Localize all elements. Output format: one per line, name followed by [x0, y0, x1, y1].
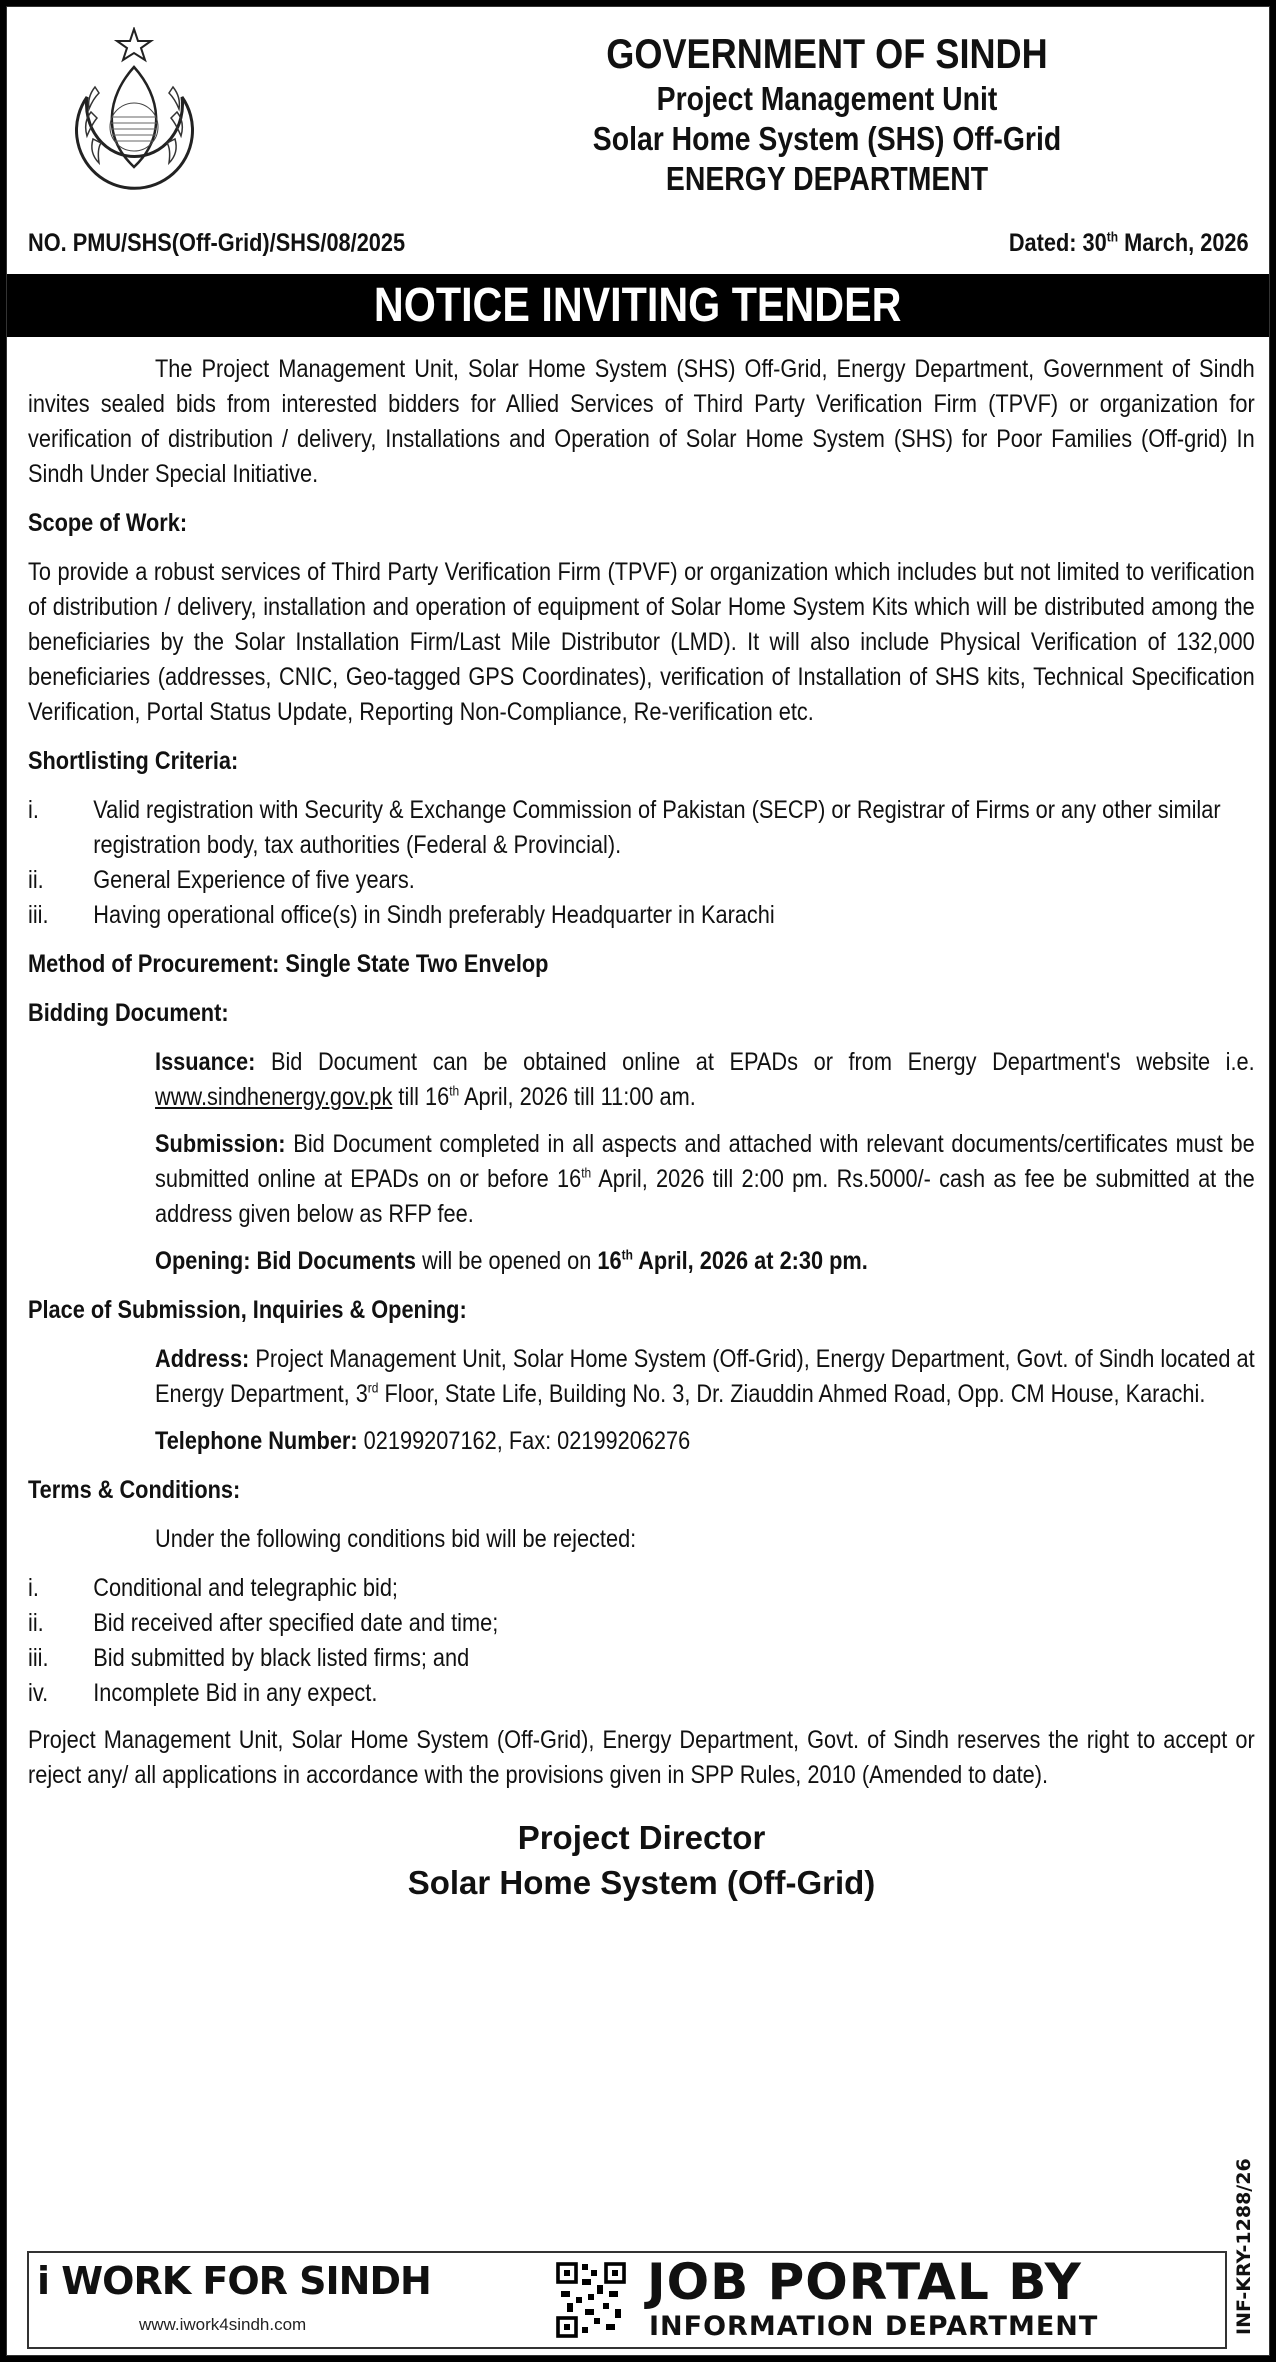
- item-text: Conditional and telegraphic bid;: [93, 1574, 398, 1602]
- portal-url[interactable]: www.iwork4sindh.com: [139, 2315, 307, 2334]
- list-item: [28, 793, 1255, 863]
- list-item: [28, 898, 1255, 933]
- submission-label: Submission:: [155, 1130, 286, 1158]
- shortlisting-heading: Shortlisting Criteria:: [28, 747, 239, 775]
- item-number: iii.: [28, 1644, 49, 1672]
- brand-text: WORK FOR SINDH: [61, 2259, 431, 2303]
- terms-intro: Under the following conditions bid will be rejected:: [155, 1525, 637, 1553]
- reference-number: NO. PMU/SHS(Off-Grid)/SHS/08/2025: [28, 229, 406, 257]
- phone-paragraph: [28, 1424, 1255, 1459]
- item-number: ii.: [28, 1609, 44, 1637]
- list-item: [28, 1571, 1256, 1606]
- closing-paragraph: Project Management Unit, Solar Home System (Off-Grid), Energy Department, Govt. of Sindh reserves the right to accept or reject any/ all applications in accordance with the provisions given in SPP Rules, 2010 (Amended to date).: [28, 1726, 1255, 1789]
- address-label: Address:: [155, 1345, 250, 1373]
- sup: rd: [367, 1380, 379, 1396]
- opening-paragraph: [28, 1244, 1255, 1279]
- address-paragraph: [28, 1342, 1255, 1412]
- address-text: Project Management Unit, Solar Home System (Off-Grid), Energy Department, Govt. of Sindh located at Energy Department, 3: [155, 1345, 1255, 1408]
- list-item: [28, 1676, 1256, 1711]
- sup: th: [581, 1165, 592, 1181]
- scope-heading: Scope of Work:: [28, 509, 188, 537]
- energy-website-link[interactable]: www.sindhenergy.gov.pk: [155, 1083, 393, 1111]
- government-title: GOVERNMENT OF SINDH: [606, 30, 1048, 77]
- system-title: Solar Home System (SHS) Off-Grid: [592, 120, 1062, 157]
- procurement-heading: Method of Procurement: Single State Two Envelop: [28, 950, 549, 978]
- iwork-logo: [37, 2259, 431, 2303]
- opening-date: April, 2026 at 2:30 pm.: [632, 1247, 868, 1275]
- issuance-time: April, 2026 till 11:00 am.: [459, 1083, 696, 1111]
- item-number: i.: [28, 1574, 39, 1602]
- tender-notice: [6, 6, 1270, 2356]
- issuance-label: Issuance:: [155, 1048, 256, 1076]
- intro-paragraph: The Project Management Unit, Solar Home System (SHS) Off-Grid, Energy Department, Government of Sindh invites sealed bids from interested bidders for Allied Services of Third Party Verification Firm (TPVF) or organization for verification of distribution / delivery, Installations and Operation of Solar Home System (SHS) for Poor Families (Off-grid) In Sindh Under Special Initiative.: [28, 355, 1255, 488]
- item-text: Bid received after specified date and time;: [93, 1609, 499, 1637]
- opening-day: 16: [597, 1247, 622, 1275]
- item-number: ii.: [28, 866, 44, 894]
- job-portal-footer: [27, 2251, 1227, 2349]
- opening-label: Opening: Bid Documents: [155, 1247, 417, 1275]
- issuance-date: till 16: [392, 1083, 450, 1111]
- terms-heading: Terms & Conditions:: [28, 1476, 241, 1504]
- sindh-emblem-icon: [67, 27, 202, 207]
- submission-paragraph: [28, 1127, 1255, 1232]
- item-text: General Experience of five years.: [93, 866, 415, 894]
- item-text: Having operational office(s) in Sindh preferably Headquarter in Karachi: [93, 901, 775, 929]
- advertisement-code: INF-KRY-1288/26: [1233, 2158, 1255, 2336]
- address-text-rest: Floor, State Life, Building No. 3, Dr. Ziauddin Ahmed Road, Opp. CM House, Karachi.: [378, 1380, 1206, 1408]
- date-label: Dated: 30: [1009, 229, 1108, 257]
- signatory-office: Solar Home System (Off-Grid): [407, 1864, 876, 1901]
- scope-text: To provide a robust services of Third Party Verification Firm (TPVF) or organization which includes but not limited to verification of distribution / delivery, installation and operation of equipment of Solar Home System Kits which will be distributed among the beneficiaries by the Solar Installation Firm/Last Mile Distributor (LMD). It will also include Physical Verification of 132,000 beneficiaries (addresses, CNIC, Geo-tagged GPS Coordinates), verification of Installation of SHS kits, Technical Specification Verification, Portal Status Update, Reporting Non-Compliance, Re-verification etc.: [28, 558, 1255, 726]
- bidding-heading: Bidding Document:: [28, 999, 229, 1027]
- item-text: Incomplete Bid in any expect.: [93, 1679, 378, 1707]
- date-rest: March, 2026: [1118, 229, 1249, 257]
- unit-title: Project Management Unit: [656, 80, 998, 117]
- date-sup: th: [1107, 229, 1119, 245]
- phone-label: Telephone Number:: [155, 1427, 358, 1455]
- banner-title: NOTICE INVITING TENDER: [374, 279, 902, 332]
- issuance-text: Bid Document can be obtained online at EPADs or from Energy Department's website i.e.: [255, 1048, 1255, 1076]
- place-heading: Place of Submission, Inquiries & Opening:: [28, 1296, 467, 1324]
- notice-date: [1009, 229, 1249, 258]
- item-text: Bid submitted by black listed firms; and: [93, 1644, 470, 1672]
- list-item: [28, 1606, 1256, 1641]
- information-department: INFORMATION DEPARTMENT: [649, 2311, 1099, 2342]
- item-number: iv.: [28, 1679, 49, 1707]
- submission-text-rest: April, 2026 till 2:00 pm. Rs.5000/- cash as fee be submitted at the address given below as RFP fee.: [155, 1165, 1255, 1228]
- item-text: Valid registration with Security & Exchange Commission of Pakistan (SECP) or Registrar of Firms or any other similar registration body, tax authorities (Federal & Provincial).: [93, 796, 1221, 859]
- job-portal-title: JOB PORTAL BY: [647, 2253, 1082, 2311]
- notice-header: [7, 7, 1269, 317]
- opening-text: will be opened on: [416, 1247, 598, 1275]
- header-titles: [392, 29, 1262, 199]
- issuance-paragraph: [28, 1045, 1255, 1115]
- list-item: [28, 863, 1255, 898]
- submission-text: Bid Document completed in all aspects and attached with relevant documents/certificates must be submitted online at EPADs on or before 16: [155, 1130, 1255, 1193]
- notice-banner: [7, 274, 1269, 337]
- item-number: iii.: [28, 901, 49, 929]
- sup: th: [449, 1083, 460, 1099]
- item-number: i.: [28, 796, 39, 824]
- department-title: ENERGY DEPARTMENT: [665, 160, 989, 197]
- notice-body: [28, 352, 1255, 1905]
- sup: th: [621, 1247, 633, 1263]
- phone-text: 02199207162, Fax: 02199206276: [357, 1427, 691, 1455]
- i-icon: i: [37, 2259, 50, 2303]
- signature-block: [28, 1815, 1255, 1905]
- list-item: [28, 1641, 1256, 1676]
- qr-code-icon: [555, 2261, 627, 2339]
- terms-list: [28, 1571, 1256, 1711]
- signatory-title: Project Director: [517, 1819, 766, 1856]
- shortlisting-list: [28, 793, 1255, 933]
